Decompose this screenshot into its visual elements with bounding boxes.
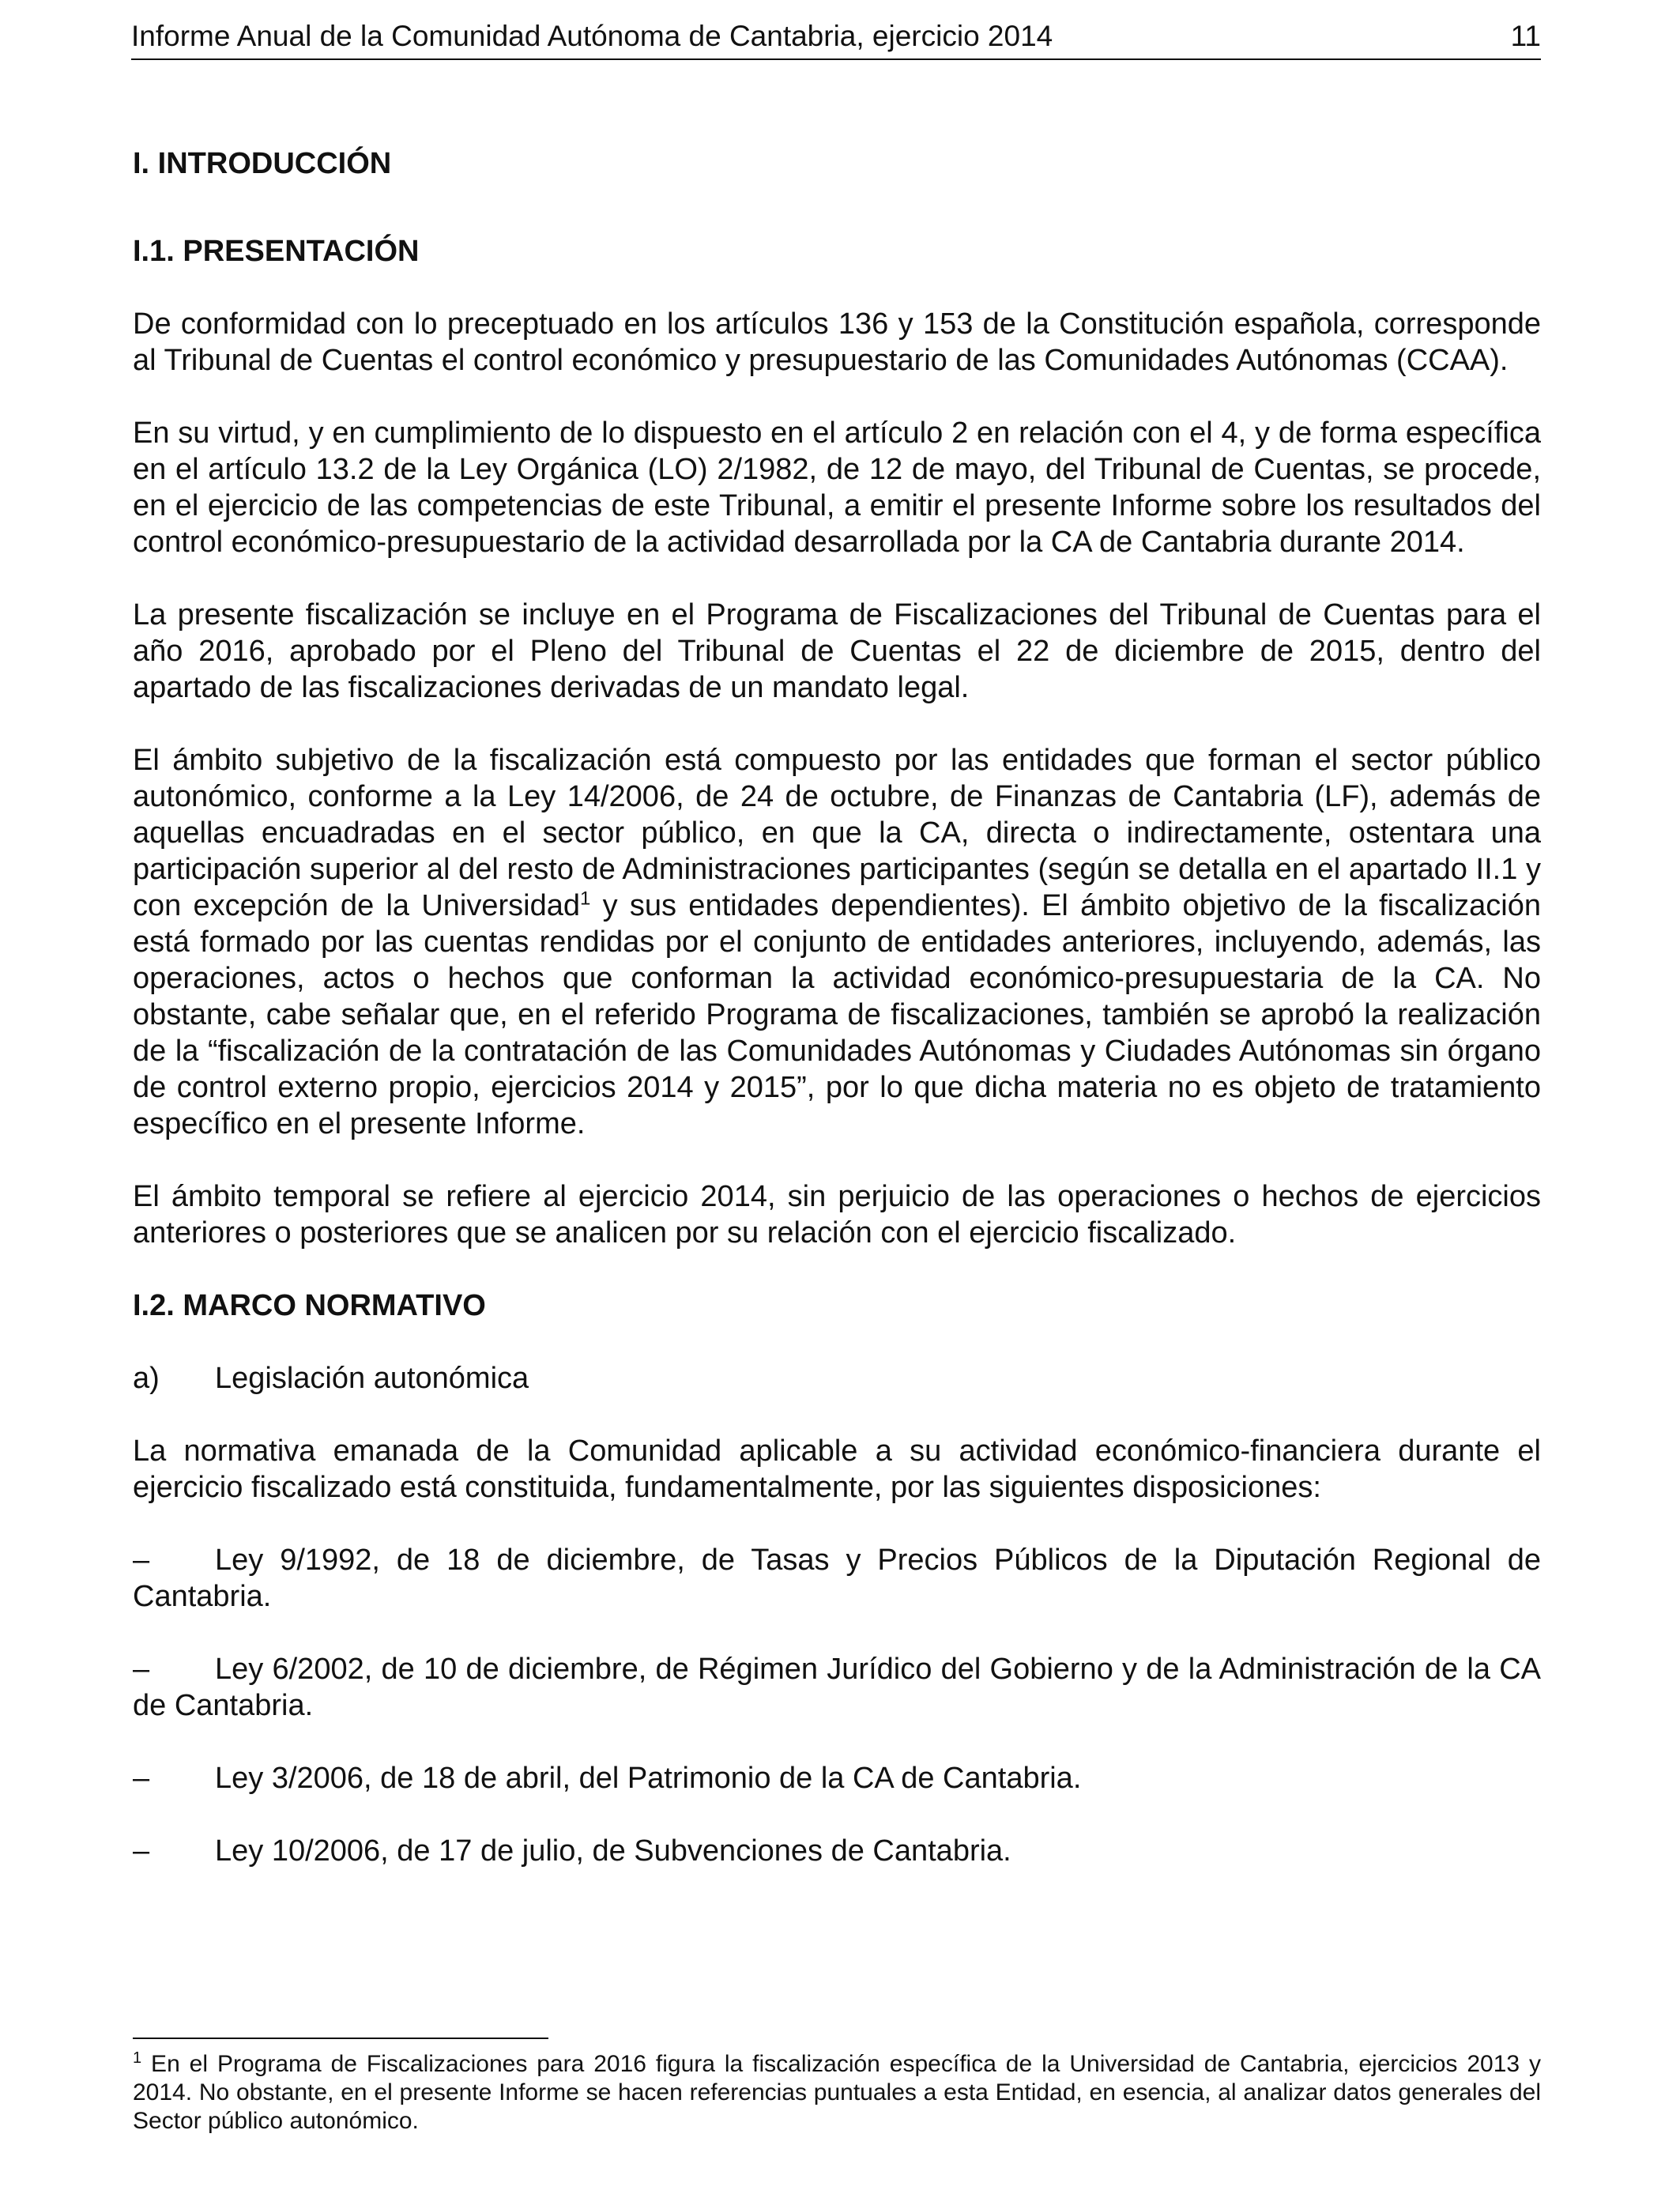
page-content bbox=[133, 145, 1541, 1906]
page-header bbox=[131, 17, 1541, 60]
footnote-number: 1 bbox=[133, 2049, 142, 2067]
footnote-divider bbox=[133, 2038, 548, 2039]
list-item-text: Ley 3/2006, de 18 de abril, del Patrimonio de la CA de Cantabria. bbox=[215, 1762, 1082, 1795]
dash-icon: – bbox=[133, 1762, 150, 1795]
section-heading-presentacion: I.1. PRESENTACIÓN bbox=[133, 235, 420, 268]
footnote-reference[interactable]: 1 bbox=[579, 888, 591, 910]
footnote bbox=[133, 2050, 1541, 2136]
paragraph-ambito-subjetivo-part2: y sus entidades dependientes). El ámbito objetivo de la fiscalización está formado por las cuentas rendidas por el conjunto de entidades anteriores, incluyendo, además, las operaciones, actos o hechos que conforman la actividad económico-presupuestaria de la CA. No obstante, cabe señalar que, en el referido Programa de fiscalizaciones, también se aprobó la realización de la “fiscalización de la contratación de las Comunidades Autónomas y Ciudades Autónomas sin órgano de control externo propio, ejercicios 2014 y 2015”, por lo que dicha materia no es objeto de tratamiento específico en el presente Informe. bbox=[133, 889, 1541, 1140]
list-item-text: Ley 6/2002, de 10 de diciembre, de Régimen Jurídico del Gobierno y de la Administración de la CA de Cantabria. bbox=[133, 1653, 1541, 1722]
paragraph-ambito-temporal: El ámbito temporal se refiere al ejercicio 2014, sin perjuicio de las operaciones o hechos de ejercicios anteriores o posteriores que se analicen por su relación con el ejercicio fiscalizado. bbox=[133, 1180, 1541, 1250]
list-item-text: Ley 9/1992, de 18 de diciembre, de Tasas y Precios Públicos de la Diputación Regional de Cantabria. bbox=[133, 1544, 1541, 1613]
paragraph-constitucion: De conformidad con lo preceptuado en los artículos 136 y 153 de la Constitución española, corresponde al Tribunal de Cuentas el control económico y presupuestario de las Comunidades Autónomas (CCAA). bbox=[133, 307, 1541, 377]
subsection-label: a) bbox=[133, 1362, 160, 1395]
section-heading-marco-normativo: I.2. MARCO NORMATIVO bbox=[133, 1289, 486, 1322]
list-item-ley-3-2006 bbox=[133, 1760, 1541, 1796]
page-number: 11 bbox=[1510, 20, 1541, 52]
dash-icon: – bbox=[133, 1834, 150, 1868]
subsection-title: Legislación autonómica bbox=[215, 1362, 529, 1395]
list-item-ley-6-2002 bbox=[133, 1651, 1541, 1724]
header-title: Informe Anual de la Comunidad Autónoma de Cantabria, ejercicio 2014 bbox=[131, 20, 1053, 52]
dash-icon: – bbox=[133, 1544, 150, 1577]
subsection-heading bbox=[133, 1360, 1541, 1397]
list-item-text: Ley 10/2006, de 17 de julio, de Subvenciones de Cantabria. bbox=[215, 1834, 1011, 1868]
paragraph-ambito-subjetivo-part1: El ámbito subjetivo de la fiscalización está compuesto por las entidades que forman el sector público autonómico, conforme a la Ley 14/2006, de 24 de octubre, de Finanzas de Cantabria (LF), además de aquellas encuadradas en el sector público, en que la CA, directa o indirectamente, ostentara una participación superior al del resto de Administraciones participantes (según se detalla en el apartado II.1 y con excepción de la Universidad bbox=[133, 744, 1541, 922]
paragraph-programa: La presente fiscalización se incluye en el Programa de Fiscalizaciones del Tribunal de Cuentas para el año 2016, aprobado por el Pleno del Tribunal de Cuentas el 22 de diciembre de 2015, dentro del apartado de las fiscalizaciones derivadas de un mandato legal. bbox=[133, 598, 1541, 704]
dash-icon: – bbox=[133, 1653, 150, 1686]
paragraph-ambito-subjetivo bbox=[133, 742, 1541, 1142]
list-item-ley-10-2006 bbox=[133, 1833, 1541, 1869]
paragraph-normativa: La normativa emanada de la Comunidad aplicable a su actividad económico-financiera durante el ejercicio fiscalizado está constituida, fundamentalmente, por las siguientes disposiciones: bbox=[133, 1434, 1541, 1504]
section-heading-introduccion: I. INTRODUCCIÓN bbox=[133, 147, 392, 180]
footnote-text: En el Programa de Fiscalizaciones para 2016 figura la fiscalización específica de la Universidad de Cantabria, ejercicios 2013 y 2014. No obstante, en el presente Informe se hacen referencias puntuales a esta Entidad, en esencia, al analizar datos generales del Sector público autonómico. bbox=[133, 2051, 1541, 2134]
paragraph-ley-organica: En su virtud, y en cumplimiento de lo dispuesto en el artículo 2 en relación con el 4, y de forma específica en el artículo 13.2 de la Ley Orgánica (LO) 2/1982, de 12 de mayo, del Tribunal de Cuentas, se procede, en el ejercicio de las competencias de este Tribunal, a emitir el presente Informe sobre los resultados del control económico-presupuestario de la actividad desarrollada por la CA de Cantabria durante 2014. bbox=[133, 417, 1541, 559]
list-item-ley-9-1992 bbox=[133, 1542, 1541, 1615]
